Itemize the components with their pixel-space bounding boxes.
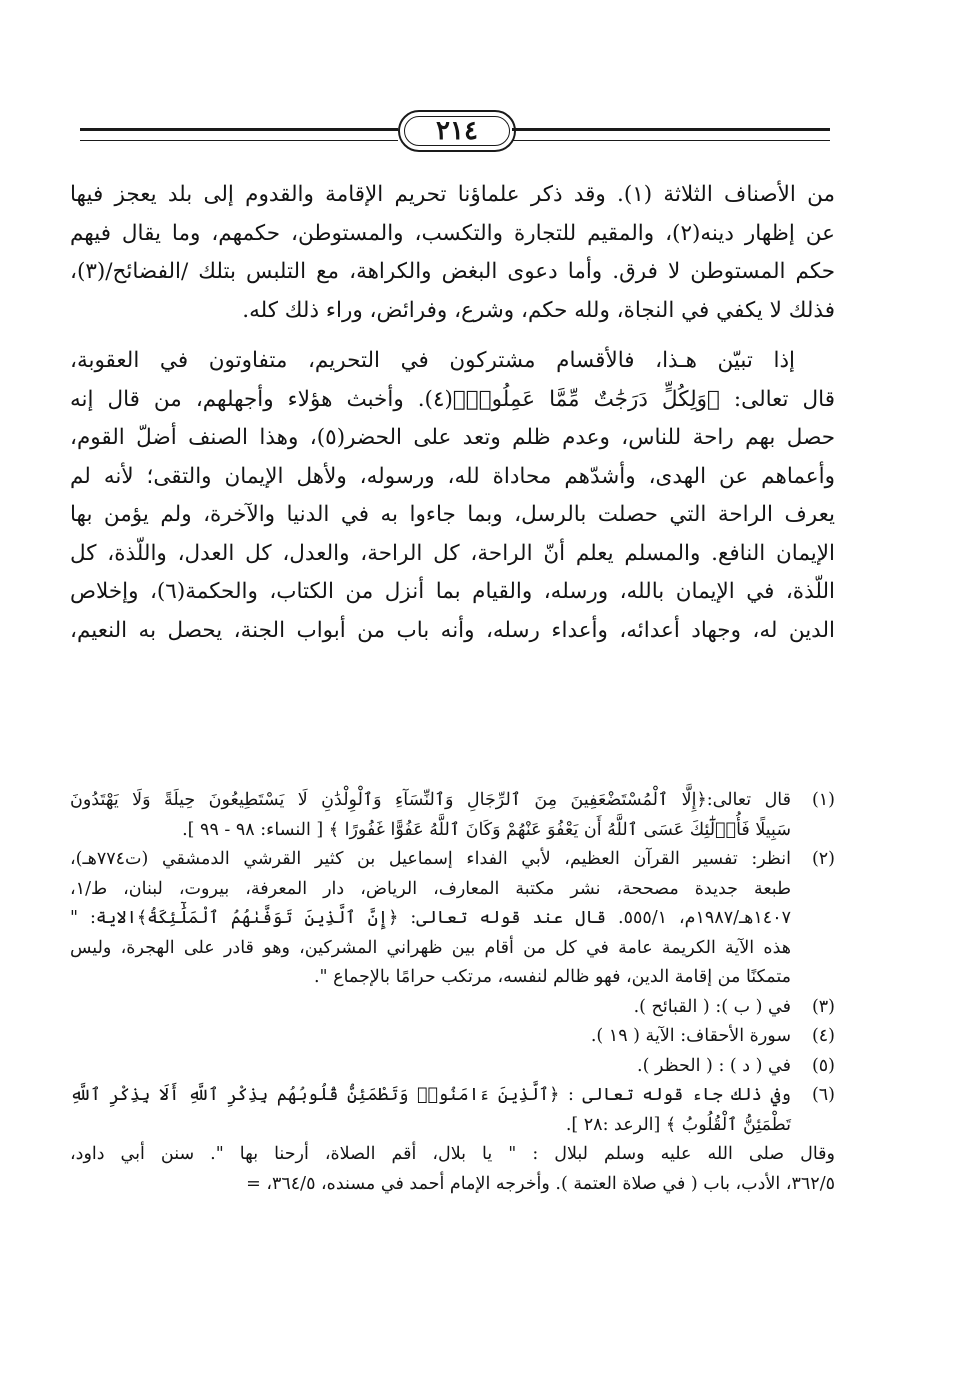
footnote-line: انظر: تفسير القرآن العظيم، لأبي الفداء إسماعيل بن كثير القرشي الدمشقي (ت٧٧٤هـ)، <box>70 849 791 869</box>
text-line: عن إظهار دينه(٢)، والمقيم للتجارة والتكسب، والمستوطن، حكمهم، وما يقال فيهم <box>70 220 835 246</box>
footnote-mark: (٣) <box>811 996 835 1017</box>
main-text <box>70 176 835 650</box>
footnote-line: في ( د ) : ( الحظر ). <box>637 1055 791 1076</box>
footnote-mark: (١) <box>811 790 835 810</box>
footnote-mark: (٤) <box>811 1026 835 1046</box>
footnote-line: سَبِيلًا فَأُو۟لَٰٓئِكَ عَسَى ٱللَّهُ أَن يَعْفُوَ عَنْهُمْ وَكَانَ ٱللَّهُ عَفُوًّا غَفُورًا ﴾ [ النساء: ٩٨ - ٩٩ ]. <box>182 819 791 840</box>
page-number: ٢١٤ <box>398 110 516 152</box>
text-line: اللّذة، في الإيمان بالله، ورسله، والقيام بما أنزل من الكتاب، والحكمة(٦)، وإخلاص <box>70 579 835 604</box>
header-rule-right <box>512 128 830 141</box>
footnote-line: ٣٦٢/٥، الأدب، باب ( في صلاة العتمة ). وأخرجه الإمام أحمد في مسنده، ٣٦٤/٥، = <box>246 1173 835 1194</box>
footnote <box>70 1022 835 1052</box>
footnote <box>70 993 835 1023</box>
text-line: الدين له، وجهاد أعدائه، وأعداء رسله، وأنه باب من أبواب الجنة، يحصل به النعيم، <box>70 617 835 643</box>
footnote <box>70 1052 835 1082</box>
text-line: وأعماهم عن الهدى، وأشدّهم محاداة لله، ورسوله، ولأهل الإيمان والتقى؛ لأنه لم <box>70 463 835 489</box>
header-rule-left <box>80 128 398 141</box>
text-line: حكم المستوطن لا فرق. وأما دعوى البغض والكراهة، مع التلبس بتلك /الفضائح/(٣)، <box>70 259 835 284</box>
footnote-line: في ( ب ): ( القبائح ). <box>633 996 791 1017</box>
footnote-mark: (٢) <box>811 849 835 869</box>
footnote-line: متمكنًا من إقامة الدين، فهو ظالم لنفسه، مرتكب حرامًا بالإجماع ". <box>313 967 791 987</box>
footnotes <box>70 786 835 1199</box>
footnote <box>70 786 835 845</box>
footnote <box>70 845 835 993</box>
text-line: من الأصناف الثلاثة (١). وقد ذكر علماؤنا تحريم الإقامة والقدوم إلى بلد يعجز فيها <box>70 182 835 207</box>
footnote-line: وفي ذلك جاء قوله تعالى : ﴿ٱلَّذِينَ ءَامَنُوا۟ وَتَطْمَئِنُّ قُلُوبُهُم بِذِكْرِ ٱللَّهِ أَلَا بِذِكْرِ ٱللَّهِ <box>70 1085 791 1105</box>
text-line: يعرف الراحة التي حصلت بالرسل، وبما جاءوا به في الدنيا والآخرة، ولم يؤمن بها <box>70 502 835 527</box>
text-line: حصل بهم راحة للناس، وعدم ظلم وتعد على الحضر(٥)، وهذا الصنف أضلّ القوم، <box>70 425 836 450</box>
footnote-line: تَطْمَئِنُّ ٱلْقُلُوبُ ﴾ [الرعد :٢٨ ]. <box>565 1114 791 1135</box>
footnote-line: سورة الأحقاف: الآية ( ١٩ ). <box>590 1026 791 1046</box>
footnote <box>70 1081 835 1140</box>
footnote-line: وقال صلى الله عليه وسلم لبلال : " يا بلال، أقم الصلاة، أرحنا بها ". سنن أبي داود، <box>70 1144 836 1164</box>
text-line: إذا تبيّن هـذا، فالأقسام مشتركون في التحريم، متفاوتون في العقوبة، <box>70 348 795 373</box>
footnote-mark: (٥) <box>811 1055 835 1076</box>
text-line: قال تعالى: ﴿وَلِكُلٍّ دَرَجَٰتٌ مِّمَّا عَمِلُوا۟﴾(٤). وأخبث هؤلاء وأجهلهم، من قال إنه <box>70 386 835 412</box>
footnote-line: ١٤٠٧هـ/١٩٨٧م، ٥٥٥/١. قال عند قوله تعالى: ﴿إِنَّ ٱلَّذِينَ تَوَفَّىٰهُمُ ٱلْمَلَٰٓئِكَةُ﴾الاية: " <box>70 908 792 928</box>
footnote-mark: (٦) <box>811 1085 835 1105</box>
footnote-line: قال تعالى:﴿إِلَّا ٱلْمُسْتَضْعَفِينَ مِنَ ٱلرِّجَالِ وَٱلنِّسَآءِ وَٱلْوِلْدَٰنِ لَا يَسْتَطِيعُونَ حِيلَةً وَلَا يَهْتَدُونَ <box>70 790 791 810</box>
footnote-line: هذه الآية الكريمة عامة في كل من أقام بين ظهراني المشركين، وهو قادر على الهجرة، وليس <box>70 937 791 958</box>
page-header <box>80 108 830 152</box>
footnote-continuation <box>70 1140 835 1199</box>
footnote-line: طبعة جديدة مصححة، نشر مكتبة المعارف، الرياض، دار المعرفة، بيروت، لبنان، ط/١، <box>70 878 791 899</box>
text-line: الإيمان النافع. والمسلم يعلم أنّ الراحة، كل الراحة، والعدل، كل العدل، واللّذة، كل <box>70 540 835 566</box>
text-line: فذلك لا يكفي في النجاة، ولله حكم، وشرع، وفرائض، وراء ذلك كله. <box>242 297 835 323</box>
